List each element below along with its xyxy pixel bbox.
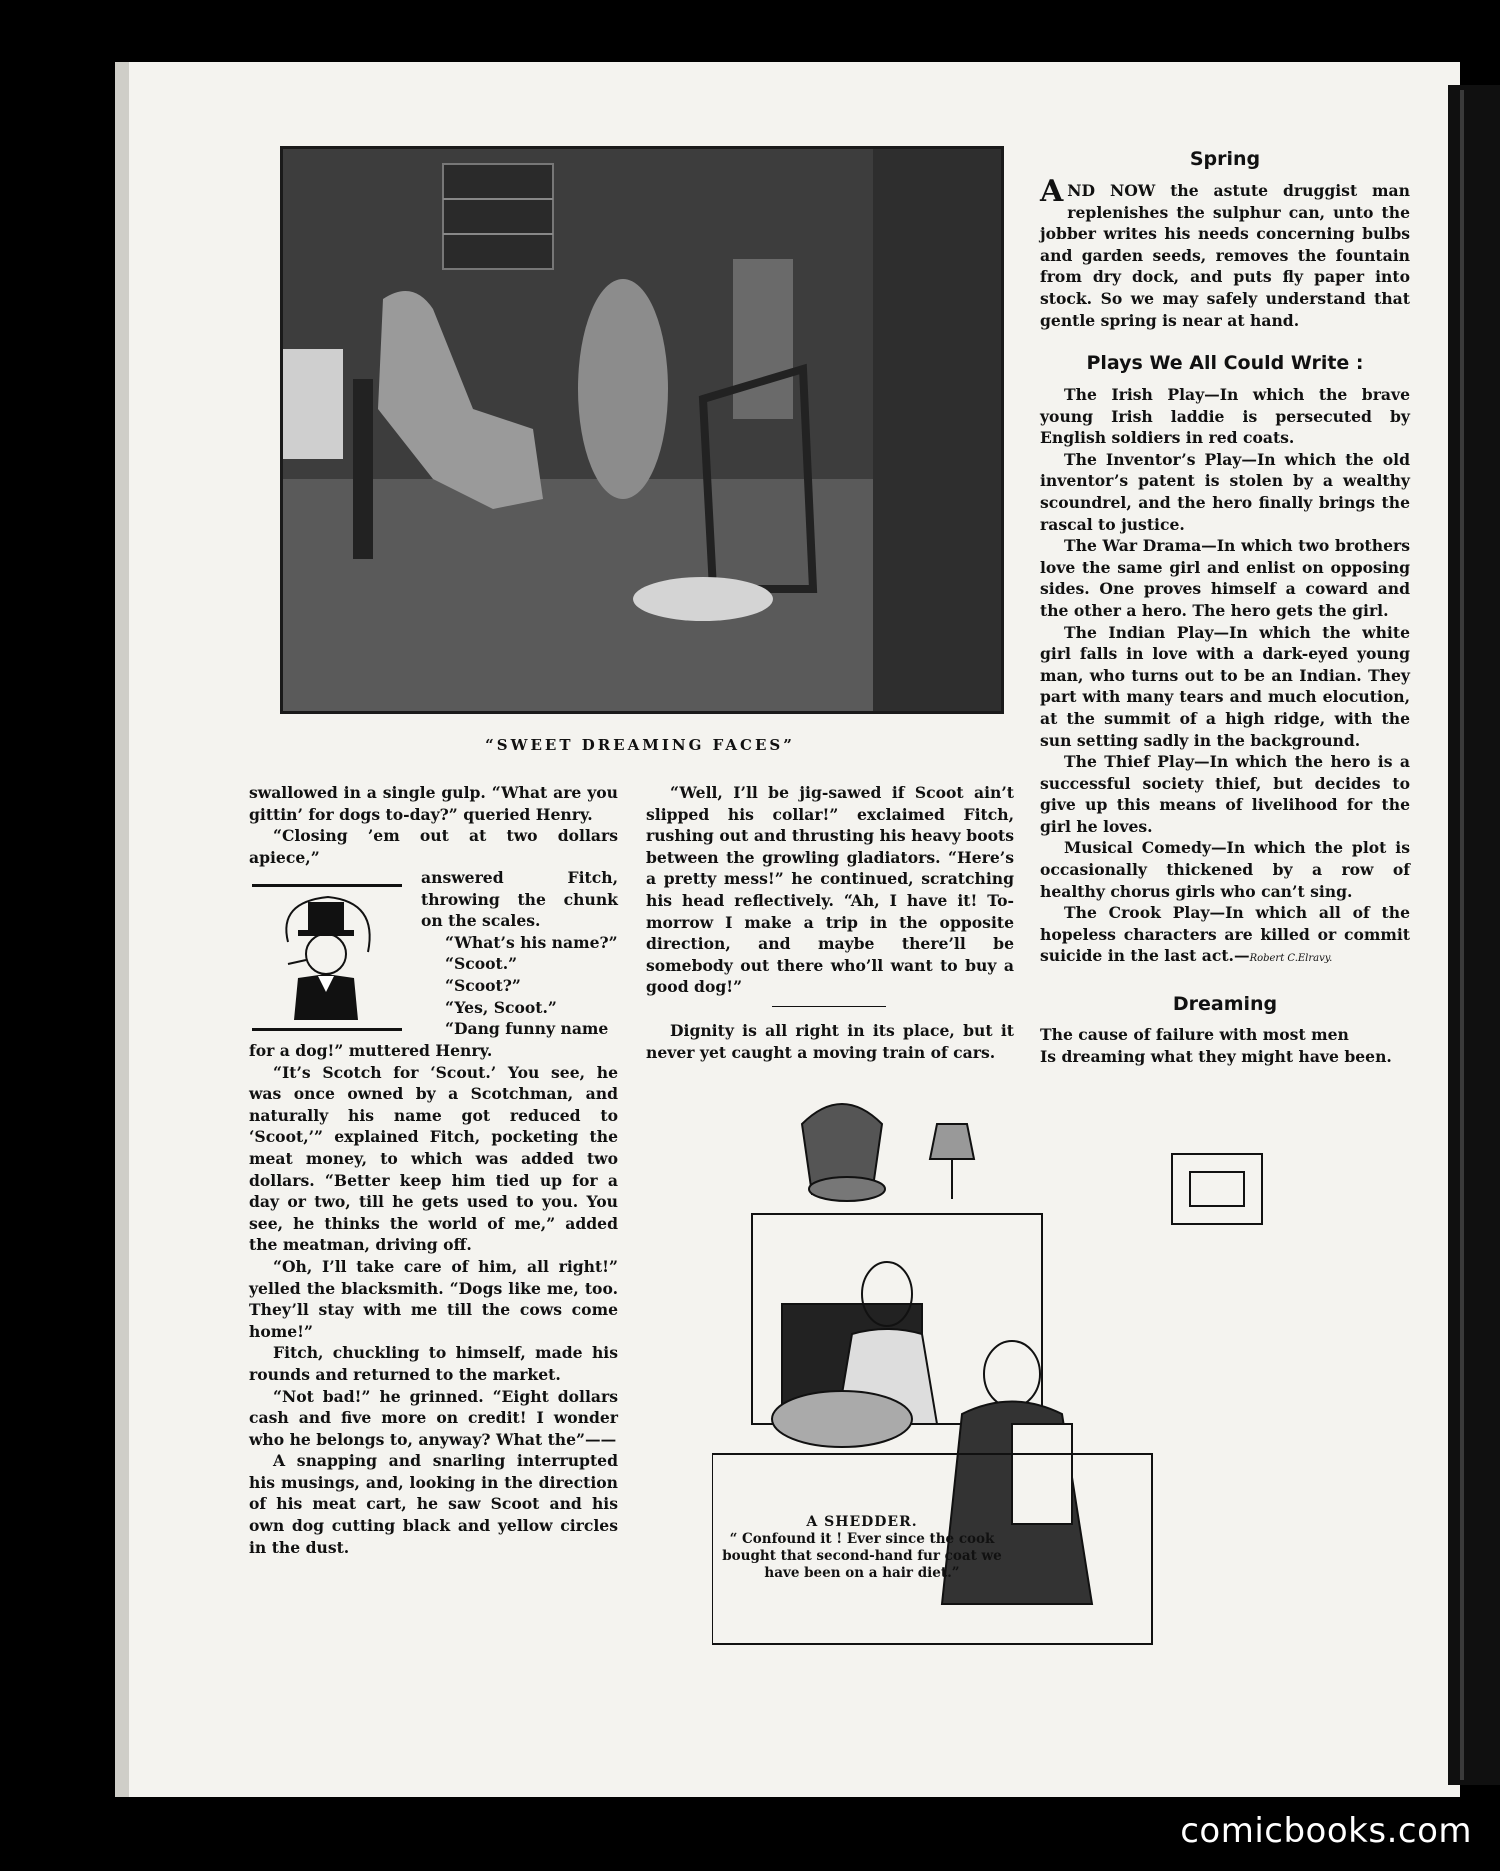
shedder-caption: A SHEDDER. “ Confound it ! Ever since the cook bought that second-hand fur coat we have been on a hair diet.”: [722, 1514, 1002, 1581]
illustration-caption: “SWEET DREAMING FACES”: [485, 736, 795, 754]
story-column-left-wrap: [421, 867, 618, 1040]
play-item: The Indian Play—In which the white girl falls in love with a dark-eyed young man, who turns out to be an Indian. They part with many tears and much elocution, at the summit of a high ridge, with the sun setting sadly in the background.: [1040, 622, 1410, 750]
author-signature: Robert C.Elravy.: [1249, 953, 1333, 965]
watermark: comicbooks.com: [1180, 1811, 1472, 1851]
filler-paragraph: Dignity is all right in its place, but it never yet caught a moving train of cars.: [646, 1021, 1014, 1062]
play-item: Musical Comedy—In which the plot is occasionally thickened by a row of healthy chorus girls who can’t sing.: [1040, 838, 1410, 901]
page-binding-edge: [115, 62, 129, 1797]
book-spine: [1448, 85, 1500, 1785]
spring-lead: ND NOW: [1067, 181, 1156, 200]
drop-cap: A: [1040, 174, 1064, 209]
story-paragraph: “Scoot?”: [445, 975, 521, 995]
dreaming-heading: Dreaming: [1172, 993, 1278, 1015]
spring-heading: Spring: [1189, 148, 1261, 170]
plays-list: [1040, 384, 1410, 970]
story-paragraph: Fitch, chuckling to himself, made his rounds and returned to the market.: [249, 1343, 618, 1384]
story-paragraph: swallowed in a single gulp. “What are you gittin’ for dogs to-day?” queried Henry.: [249, 783, 618, 824]
story-column-middle: [646, 782, 1014, 998]
sweet-dreaming-faces-illustration: [280, 146, 1004, 714]
story-paragraph: answered Fitch, throwing the chunk on the scales.: [421, 868, 618, 931]
story-paragraph: “Closing ’em out at two dollars apiece,”: [249, 826, 618, 867]
cartoon-rule-top: [252, 884, 402, 887]
shedder-title: A SHEDDER.: [806, 1514, 918, 1530]
play-item: The Thief Play—In which the hero is a successful society thief, but decides to give up this means of livelihood for the girl he loves.: [1040, 752, 1410, 836]
story-paragraph: for a dog!” muttered Henry.: [249, 1041, 493, 1060]
story-paragraph: “Not bad!” he grinned. “Eight dollars cash and five more on credit! I wonder who he belongs to, anyway? What the”——: [249, 1386, 618, 1449]
section-divider: [772, 1006, 886, 1007]
story-column-left: [249, 782, 618, 868]
story-paragraph: “What’s his name?”: [445, 932, 618, 952]
story-paragraph: “Well, I’ll be jig-sawed if Scoot ain’t slipped his collar!” exclaimed Fitch, rushing out and thrusting his heavy boots between the growling gladiators. “Here’s a pretty mess!” he continued, scratching his head reflectively. “Ah, I have it! To-morrow I make a trip in the opposite direction, and maybe there’ll be somebody out there who’ll want to buy a good dog!”: [646, 783, 1014, 997]
spine-edge: [1460, 90, 1464, 1780]
spring-text: the astute druggist man replenishes the sulphur can, unto the jobber writes his needs concerning bulbs and garden seeds, removes the fountain from dry dock, and puts fly paper into stock. So we may safely understand that gentle spring is near at hand.: [1040, 181, 1410, 330]
play-item: The Crook Play—In which all of the hopeless characters are killed or commit suicide in the last act.—Robert C.Elravy.: [1040, 903, 1410, 966]
story-paragraph: “Oh, I’ll take care of him, all right!” yelled the blacksmith. “Dogs like me, too. They’ll stay with me till the cows come home!”: [249, 1256, 618, 1341]
play-item: The Inventor’s Play—In which the old inventor’s patent is stolen by a wealthy scoundrel, and the hero finally brings the rascal to justice.: [1040, 449, 1410, 534]
story-paragraph: “Scoot.”: [445, 954, 518, 974]
cartoon-rule-bottom: [252, 1028, 402, 1031]
story-paragraph: A snapping and snarling interrupted his musings, and, looking in the direction of his meat cart, he saw Scoot and his own dog cutting black and yellow circles in the dust.: [249, 1451, 618, 1557]
story-column-left-lower: [249, 1040, 618, 1558]
story-paragraph: “It’s Scotch for ‘Scout.’ You see, he was once owned by a Scotchman, and naturally his name got reduced to ‘Scoot,’” explained Fitch, pocketing the meat money, to which was added two dollars. “Better keep him tied up for a day or two, till he gets used to you. You see, he thinks the world of me,” added the meatman, driving off.: [249, 1062, 618, 1255]
top-hat-man-cartoon: [258, 892, 396, 1022]
story-paragraph: “Yes, Scoot.”: [445, 997, 557, 1017]
dreaming-verse: The cause of failure with most men Is dreaming what they might have been.: [1040, 1025, 1392, 1066]
story-paragraph: “Dang funny name: [445, 1019, 609, 1039]
spring-poem: [1040, 174, 1410, 331]
play-item: The Irish Play—In which the brave young Irish laddie is persecuted by English soldiers in red coats.: [1040, 385, 1410, 448]
play-item: The War Drama—In which two brothers love the same girl and enlist on opposing sides. One proves himself a coward and the other a hero. The hero gets the girl.: [1040, 536, 1410, 620]
plays-heading: Plays We All Could Write :: [1086, 352, 1364, 374]
